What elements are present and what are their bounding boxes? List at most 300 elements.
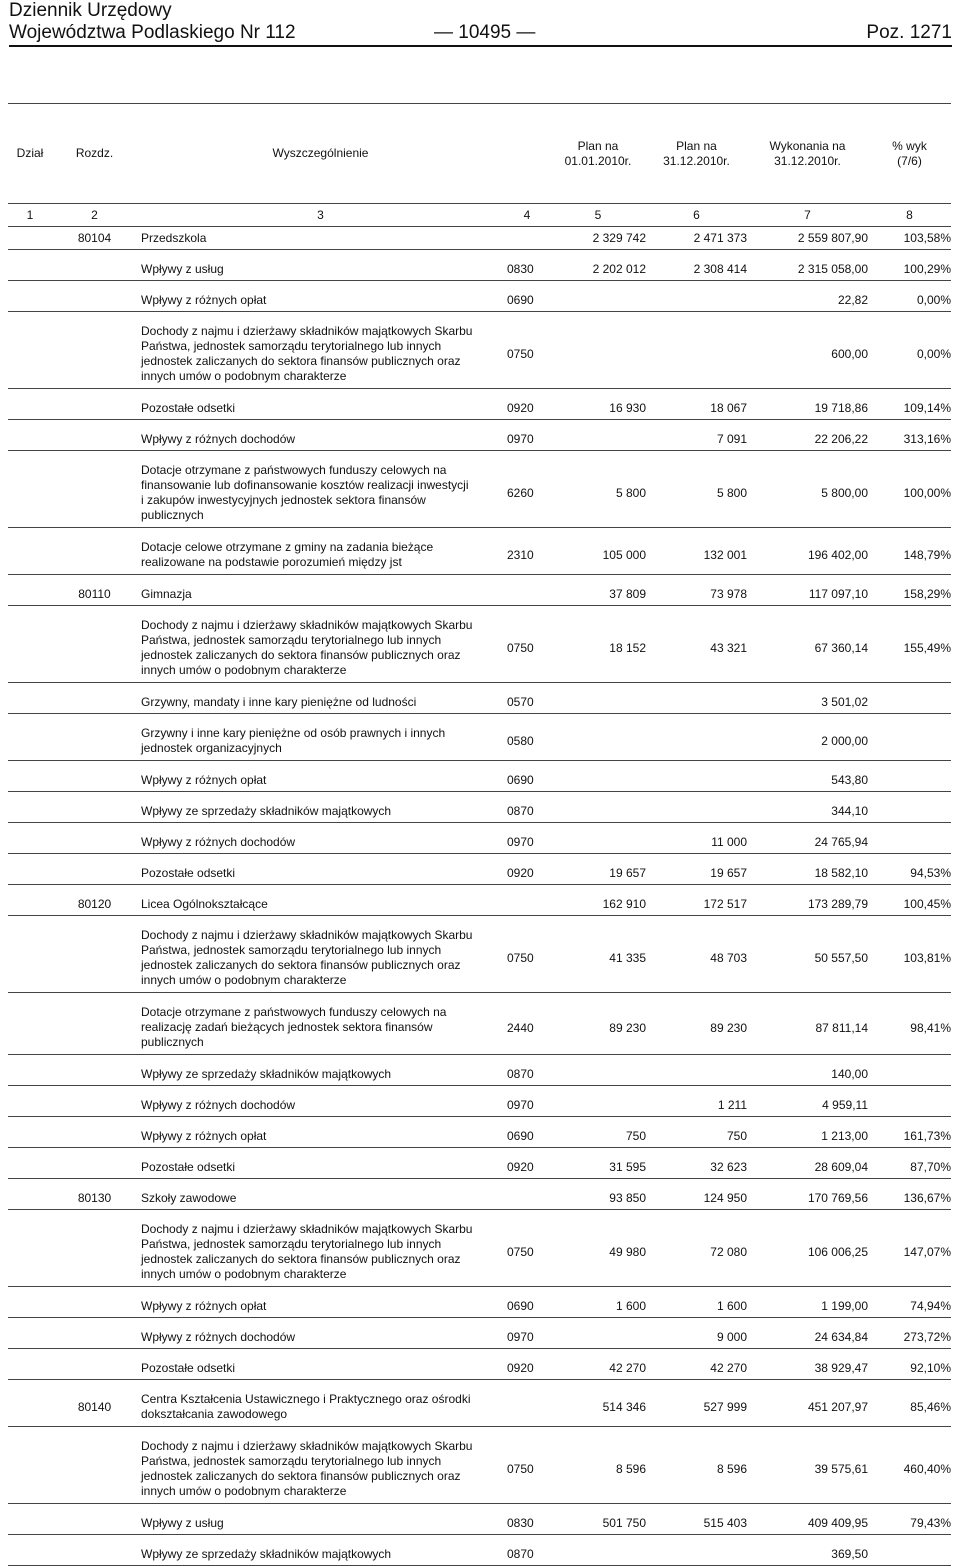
paragraph-cell: 0870	[507, 1547, 534, 1561]
execution-cell: 24 634,84	[814, 1330, 868, 1344]
row-gap	[8, 1349, 951, 1357]
description-cell	[137, 1512, 504, 1534]
plan-end-cell	[646, 800, 747, 822]
percent-cell: 92,10%	[910, 1361, 951, 1375]
column-number: 6	[693, 208, 700, 222]
dzial-cell	[8, 1218, 52, 1286]
table-row	[8, 428, 951, 450]
rozdz-cell: 80120	[77, 897, 112, 911]
description-cell	[137, 722, 504, 760]
row-gap	[8, 714, 951, 722]
plan-end-cell: 124 950	[703, 1191, 747, 1205]
plan-start-cell: 31 595	[609, 1160, 646, 1174]
plan-end-cell: 18 067	[710, 401, 747, 415]
table-row	[8, 862, 951, 884]
plan-end-cell: 9 000	[716, 1330, 747, 1344]
dzial-cell	[8, 1001, 52, 1054]
percent-cell: 85,46%	[910, 1400, 951, 1414]
plan-end-cell	[646, 1063, 747, 1085]
plan-start-cell	[550, 1063, 646, 1085]
row-gap	[8, 1427, 951, 1435]
execution-cell: 28 609,04	[814, 1160, 868, 1174]
rozdz-cell	[52, 1218, 137, 1286]
description-line: Przedszkola	[141, 230, 207, 245]
row-gap	[8, 575, 951, 583]
dzial-cell	[8, 1156, 52, 1178]
table-row	[8, 1543, 951, 1565]
column-number: 7	[804, 208, 811, 222]
column-number: 1	[26, 208, 34, 222]
description-cell	[137, 1326, 504, 1348]
description-line: realizowane na podstawie porozumień między jst	[141, 555, 402, 569]
row-gap	[8, 792, 951, 800]
rozdz-cell	[52, 1295, 137, 1317]
percent-cell	[868, 1063, 951, 1085]
table-row	[8, 227, 951, 249]
description-line: publicznych	[141, 1035, 204, 1049]
table-row	[8, 1187, 951, 1209]
paragraph-cell: 0690	[507, 1129, 534, 1143]
execution-cell: 1 213,00	[821, 1129, 868, 1143]
execution-cell: 344,10	[831, 804, 868, 818]
paragraph-cell: 0920	[507, 401, 534, 415]
paragraph-cell: 0750	[507, 951, 534, 965]
row-gap	[8, 916, 951, 924]
plan-end-cell: 43 321	[710, 641, 747, 655]
execution-cell: 4 959,11	[822, 1098, 868, 1112]
plan-start-cell: 105 000	[602, 548, 646, 562]
paragraph-cell: 0830	[507, 262, 534, 276]
paragraph-cell: 0870	[507, 1067, 534, 1081]
plan-end-cell: 32 623	[710, 1160, 747, 1174]
plan-start-cell	[550, 289, 646, 311]
rozdz-cell	[52, 1001, 137, 1054]
description-cell	[137, 691, 504, 713]
rozdz-cell	[52, 1156, 137, 1178]
rozdz-cell	[52, 320, 137, 388]
paragraph-cell: 2310	[507, 548, 534, 562]
dzial-cell	[8, 800, 52, 822]
rozdz-cell	[52, 924, 137, 992]
rozdz-cell	[52, 800, 137, 822]
percent-cell	[868, 1543, 951, 1565]
plan-end-cell: 5 800	[716, 486, 747, 500]
description-cell	[137, 583, 504, 605]
description-line: dokształcania zawodowego	[141, 1407, 288, 1421]
paragraph-cell: 0920	[507, 1160, 534, 1174]
percent-cell: 313,16%	[903, 432, 951, 446]
execution-cell: 5 800,00	[821, 486, 868, 500]
percent-cell: 155,49%	[903, 641, 951, 655]
description-line: Dotacje otrzymane z państwowych funduszy celowych na	[141, 463, 447, 477]
description-line: Wpływy z usług	[141, 261, 224, 276]
execution-cell: 106 006,25	[807, 1245, 868, 1259]
execution-cell: 22 206,22	[814, 432, 868, 446]
plan-end-cell: 132 001	[703, 548, 747, 562]
plan-end-cell: 1 211	[717, 1098, 747, 1112]
plan-end-cell: 515 403	[703, 1516, 747, 1530]
description-line: Państwa, jednostek samorządu terytorialnego lub innych	[141, 339, 442, 353]
plan-end-cell: 7 091	[716, 432, 747, 446]
header-row	[8, 104, 951, 203]
execution-cell: 451 207,97	[807, 1400, 868, 1414]
execution-cell: 409 409,95	[807, 1516, 868, 1530]
dzial-cell	[8, 428, 52, 450]
plan-start-cell	[550, 428, 646, 450]
table-row	[8, 258, 951, 280]
table-row	[8, 722, 951, 760]
description-cell	[137, 1094, 504, 1116]
rozdz-cell	[52, 831, 137, 853]
description-line: jednostek zaliczanych do sektora finansów publicznych oraz	[141, 958, 461, 972]
table-row	[8, 1001, 951, 1054]
execution-cell: 2 315 058,00	[797, 262, 868, 276]
dzial-cell	[8, 536, 52, 574]
plan-end-cell: 172 517	[703, 897, 747, 911]
rozdz-cell: 80110	[78, 587, 111, 601]
row-gap	[8, 606, 951, 614]
description-line: Państwa, jednostek samorządu terytorialnego lub innych	[141, 943, 442, 957]
execution-cell: 1 199,00	[821, 1299, 868, 1313]
percent-cell: 148,79%	[903, 548, 951, 562]
column-number-row	[8, 204, 951, 226]
percent-cell: 273,72%	[903, 1330, 951, 1344]
percent-cell	[868, 691, 951, 713]
rozdz-cell	[52, 1094, 137, 1116]
paragraph-cell: 0690	[507, 1299, 534, 1313]
dzial-cell	[8, 1295, 52, 1317]
description-line: jednostek zaliczanych do sektora finansów publicznych oraz	[141, 354, 461, 368]
column-number: 4	[523, 208, 531, 222]
plan-start-cell: 2 202 012	[592, 262, 646, 276]
percent-cell: 460,40%	[903, 1462, 951, 1476]
plan-end-cell	[646, 769, 747, 791]
execution-cell: 117 097,10	[808, 587, 868, 601]
description-line: innych umów o podobnym charakterze	[141, 1267, 347, 1281]
description-line: publicznych	[141, 508, 204, 522]
position-number: Poz. 1271	[866, 22, 952, 43]
paragraph-cell: 0870	[507, 804, 534, 818]
description-line: Dotacje celowe otrzymane z gminy na zadania bieżące	[141, 540, 434, 554]
paragraph-cell	[504, 1187, 550, 1209]
description-cell	[137, 1187, 504, 1209]
table-row	[8, 583, 951, 605]
row-gap	[8, 854, 951, 862]
percent-cell	[868, 722, 951, 760]
dzial-cell	[8, 258, 52, 280]
description-line: Wpływy ze sprzedaży składników majątkowych	[141, 803, 392, 818]
plan-end-cell: 72 080	[710, 1245, 747, 1259]
row-gap	[8, 1148, 951, 1156]
plan-start-cell: 16 930	[609, 401, 646, 415]
rozdz-cell	[52, 614, 137, 682]
execution-cell: 173 289,79	[807, 897, 868, 911]
execution-cell: 196 402,00	[807, 548, 868, 562]
rozdz-cell: 80104	[77, 231, 112, 245]
description-line: Wpływy z różnych opłat	[141, 292, 267, 307]
plan-start-cell: 2 329 742	[592, 231, 646, 245]
rozdz-cell	[52, 722, 137, 760]
execution-cell: 3 501,02	[821, 695, 868, 709]
description-cell	[137, 320, 504, 388]
description-line: innych umów o podobnym charakterze	[141, 973, 347, 987]
description-line: Państwa, jednostek samorządu terytorialnego lub innych	[141, 633, 442, 647]
description-line: realizację zadań bieżących jednostek sektora finansów	[141, 1020, 433, 1034]
plan-start-cell: 19 657	[609, 866, 646, 880]
percent-cell	[868, 800, 951, 822]
plan-start-cell	[550, 1326, 646, 1348]
row-gap	[8, 1535, 951, 1543]
description-line: Dochody z najmu i dzierżawy składników majątkowych Skarbu	[141, 928, 473, 942]
rozdz-cell	[52, 862, 137, 884]
paragraph-cell	[504, 893, 550, 915]
plan-end-cell: 19 657	[710, 866, 747, 880]
description-line: finansowanie lub dofinansowanie kosztów realizacji inwestycji	[141, 478, 469, 492]
execution-cell: 38 929,47	[814, 1361, 868, 1375]
row-gap	[8, 761, 951, 769]
execution-cell: 87 811,14	[815, 1020, 868, 1035]
description-line: jednostek organizacyjnych	[141, 741, 282, 755]
plan-end-cell: 42 270	[710, 1361, 747, 1375]
table-row	[8, 893, 951, 915]
dzial-cell	[8, 1187, 52, 1209]
description-cell	[137, 893, 504, 915]
row-gap	[8, 1287, 951, 1295]
percent-cell	[868, 769, 951, 791]
plan-end-cell: 11 000	[711, 835, 747, 849]
description-line: innych umów o podobnym charakterze	[141, 663, 347, 677]
dzial-cell	[8, 1543, 52, 1565]
row-gap	[8, 1086, 951, 1094]
plan-end-cell	[646, 1543, 747, 1565]
row-gap	[8, 312, 951, 320]
percent-cell: 161,73%	[903, 1129, 951, 1143]
description-line: jednostek zaliczanych do sektora finansów publicznych oraz	[141, 648, 461, 662]
description-line: Dotacje otrzymane z państwowych funduszy celowych na	[141, 1005, 447, 1019]
table-row	[8, 1094, 951, 1116]
rozdz-cell	[52, 536, 137, 574]
plan-start-cell	[550, 320, 646, 388]
row-gap	[8, 1179, 951, 1187]
percent-cell: 109,14%	[903, 401, 951, 415]
paragraph-cell: 2440	[507, 1020, 534, 1035]
plan-start-cell: 5 800	[615, 486, 646, 500]
description-line: Wpływy ze sprzedaży składników majątkowych	[141, 1066, 392, 1081]
execution-cell: 2 000,00	[821, 734, 868, 748]
plan-end-cell: 527 999	[703, 1400, 747, 1414]
dzial-cell	[8, 583, 52, 605]
rozdz-cell	[52, 691, 137, 713]
row-gap	[8, 683, 951, 691]
header-dzial: Dział	[16, 146, 44, 160]
paragraph-cell: 0830	[507, 1516, 534, 1530]
table-row	[8, 536, 951, 574]
percent-cell: 94,53%	[910, 866, 951, 880]
execution-cell: 19 718,86	[814, 401, 868, 415]
plan-end-cell: 73 978	[710, 587, 747, 601]
plan-end-cell: 2 308 414	[693, 262, 747, 276]
table-row	[8, 1218, 951, 1286]
dzial-cell	[8, 1326, 52, 1348]
description-cell	[137, 1125, 504, 1147]
plan-start-cell: 1 600	[615, 1299, 646, 1313]
row-gap	[8, 281, 951, 289]
percent-cell: 158,29%	[903, 587, 951, 601]
dzial-cell	[8, 1512, 52, 1534]
plan-start-cell: 750	[625, 1129, 646, 1143]
description-line: Wpływy z różnych opłat	[141, 1128, 267, 1143]
description-line: jednostek zaliczanych do sektora finansów publicznych oraz	[141, 1469, 461, 1483]
column-number: 8	[906, 208, 913, 222]
table-row	[8, 1326, 951, 1348]
table-row	[8, 459, 951, 527]
table-row	[8, 1512, 951, 1534]
plan-end-cell: 2 471 373	[693, 231, 747, 245]
description-line: Wpływy z różnych opłat	[141, 1298, 267, 1313]
execution-cell: 369,50	[831, 1547, 868, 1561]
row-gap	[8, 1055, 951, 1063]
header-plan-end: Plan na 31.12.2010r.	[663, 138, 730, 168]
description-line: Wpływy ze sprzedaży składników majątkowych	[141, 1546, 392, 1561]
header-rozdz: Rozdz.	[75, 146, 114, 160]
description-line: Pozostałe odsetki	[141, 400, 236, 415]
description-cell	[137, 1543, 504, 1565]
description-line: Wpływy z różnych dochodów	[141, 1097, 296, 1112]
percent-cell: 136,67%	[903, 1191, 951, 1205]
rozdz-cell	[52, 769, 137, 791]
rozdz-cell	[52, 1435, 137, 1503]
description-cell	[137, 1218, 504, 1286]
rozdz-cell	[52, 1543, 137, 1565]
paragraph-cell: 0690	[507, 293, 534, 307]
plan-end-cell: 1 600	[716, 1299, 747, 1313]
plan-start-cell: 501 750	[602, 1516, 646, 1530]
plan-end-cell	[646, 722, 747, 760]
budget-table	[8, 103, 951, 1566]
paragraph-cell: 0920	[507, 1361, 534, 1375]
description-line: i zakupów inwestycyjnych jednostek sektora finansów	[141, 493, 426, 507]
journal-info-line	[9, 22, 952, 44]
plan-start-cell: 37 809	[609, 587, 646, 601]
percent-cell	[868, 831, 951, 853]
plan-end-cell: 89 230	[710, 1020, 747, 1035]
page-number: — 10495 —	[434, 22, 536, 43]
plan-end-cell	[646, 691, 747, 713]
description-line: Państwa, jednostek samorządu terytorialnego lub innych	[141, 1237, 442, 1251]
description-line: Grzywny, mandaty i inne kary pieniężne od ludności	[141, 694, 417, 709]
paragraph-cell: 0920	[507, 866, 534, 880]
execution-cell: 22,82	[837, 293, 868, 307]
plan-start-cell: 8 596	[615, 1462, 646, 1476]
journal-title: Dziennik Urzędowy	[9, 0, 172, 21]
description-cell	[137, 397, 504, 419]
execution-cell: 600,00	[831, 347, 868, 361]
description-cell	[137, 924, 504, 992]
description-line: Dochody z najmu i dzierżawy składników majątkowych Skarbu	[141, 618, 473, 632]
description-cell	[137, 769, 504, 791]
table-row	[8, 1295, 951, 1317]
rozdz-cell: 80130	[77, 1191, 112, 1205]
rozdz-cell	[52, 289, 137, 311]
table-row	[8, 1125, 951, 1147]
table-row	[8, 831, 951, 853]
dzial-cell	[8, 320, 52, 388]
description-cell	[137, 800, 504, 822]
dzial-cell	[8, 1388, 52, 1426]
percent-cell: 103,58%	[903, 231, 951, 245]
execution-cell: 39 575,61	[814, 1462, 868, 1476]
percent-cell	[868, 1094, 951, 1116]
plan-end-cell: 48 703	[710, 951, 747, 965]
row-gap	[8, 885, 951, 893]
description-cell	[137, 289, 504, 311]
percent-cell: 0,00%	[916, 293, 951, 307]
table-row	[8, 320, 951, 388]
header-rule	[9, 45, 952, 47]
table-row	[8, 614, 951, 682]
plan-start-cell	[550, 722, 646, 760]
table-row	[8, 1388, 951, 1426]
description-line: Pozostałe odsetki	[141, 1360, 236, 1375]
description-cell	[137, 536, 504, 574]
paragraph-cell: 0970	[507, 1098, 534, 1112]
execution-cell: 50 557,50	[814, 951, 868, 965]
header-execution: Wykonania na 31.12.2010r.	[769, 138, 846, 168]
percent-cell: 103,81%	[903, 951, 951, 965]
plan-start-cell	[550, 1094, 646, 1116]
description-line: Dochody z najmu i dzierżawy składników majątkowych Skarbu	[141, 324, 473, 338]
dzial-cell	[8, 397, 52, 419]
description-line: Wpływy z różnych dochodów	[141, 1329, 296, 1344]
table-row	[8, 397, 951, 419]
description-line: Gimnazja	[141, 586, 192, 601]
paragraph-cell: 0750	[507, 347, 534, 361]
execution-cell: 18 582,10	[814, 866, 868, 880]
description-line: Wpływy z różnych opłat	[141, 772, 267, 787]
row-gap	[8, 528, 951, 536]
plan-start-cell: 41 335	[609, 951, 646, 965]
description-cell	[137, 1063, 504, 1085]
description-cell	[137, 1295, 504, 1317]
plan-start-cell: 162 910	[602, 897, 646, 911]
description-line: jednostek zaliczanych do sektora finansów publicznych oraz	[141, 1252, 461, 1266]
paragraph-cell	[504, 227, 550, 249]
paragraph-cell: 0570	[507, 695, 534, 709]
description-cell	[137, 1435, 504, 1503]
execution-cell: 543,80	[831, 773, 868, 787]
row-gap	[8, 250, 951, 258]
row-gap	[8, 823, 951, 831]
dzial-cell	[8, 1435, 52, 1503]
row-gap	[8, 1504, 951, 1512]
rozdz-cell	[52, 1326, 137, 1348]
paragraph-cell: 0750	[507, 641, 534, 655]
description-line: Wpływy z różnych dochodów	[141, 431, 296, 446]
description-line: Wpływy z różnych dochodów	[141, 834, 296, 849]
percent-cell: 0,00%	[916, 347, 951, 361]
table-body	[8, 103, 951, 1566]
description-line: Pozostałe odsetki	[141, 1159, 236, 1174]
dzial-cell	[8, 769, 52, 791]
row-gap	[8, 420, 951, 428]
plan-end-cell	[646, 289, 747, 311]
description-line: Wpływy z usług	[141, 1515, 224, 1530]
header-description: Wyszczególnienie	[272, 146, 369, 160]
table-row	[8, 1435, 951, 1503]
plan-start-cell	[550, 800, 646, 822]
description-cell	[137, 1156, 504, 1178]
table-row	[8, 691, 951, 713]
